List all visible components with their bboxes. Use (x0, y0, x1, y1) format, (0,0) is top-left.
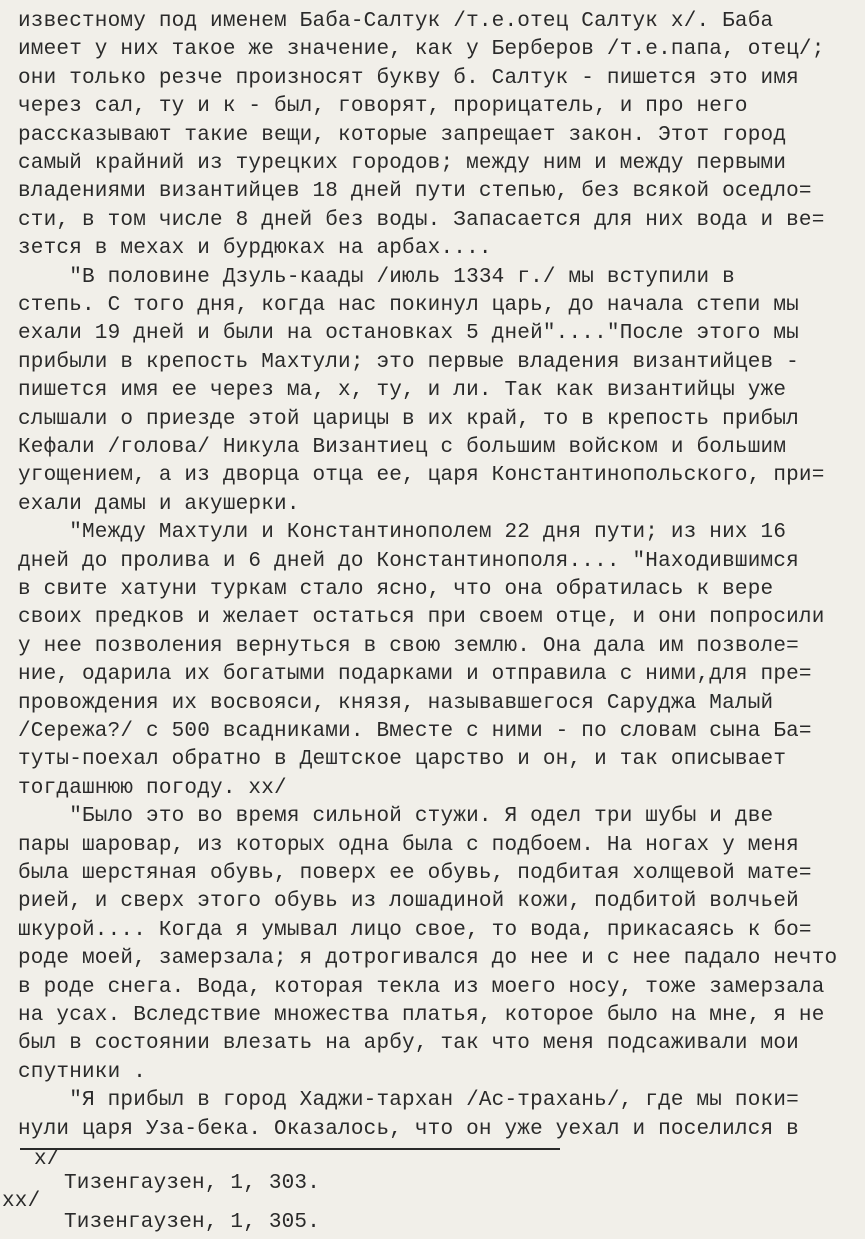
text-line: "В половине Дзуль-каады /июль 1334 г./ мы вступили в (18, 265, 735, 289)
footnote-text: Тизенгаузен, 1, 305. (64, 1211, 321, 1234)
text-line: зется в мехах и бурдюках на арбах.... (18, 237, 492, 261)
text-line: спутники . (18, 1060, 147, 1084)
text-line: пары шаровар, из которых одна была с подбоем. На ногах у меня (18, 833, 799, 857)
text-line: слышали о приезде этой царицы в их край, то в крепость прибыл (18, 407, 799, 431)
text-line: своих предков и желает остаться при своем отце, и они попросили (18, 606, 825, 630)
text-line: прибыли в крепость Махтули; это первые владения византийцев - (18, 350, 799, 374)
text-line: Кефали /голова/ Никула Византиец с большим войском и большим (18, 436, 787, 459)
footnote-mark: xx/ (2, 1190, 41, 1213)
text-line: в свите хатуни туркам стало ясно, что она обратилась к вере (18, 578, 774, 601)
text-line: угощением, а из дворца отца ее, царя Константинопольского, при= (18, 464, 825, 488)
footnote-divider (20, 1148, 560, 1150)
text-line: рассказывают такие вещи, которые запрещает закон. Этот город (18, 123, 787, 147)
footnote-mark: x/ (34, 1148, 60, 1171)
text-line: был в состоянии влезать на арбу, так что меня подсаживали мои (18, 1032, 799, 1056)
text-line: имеет у них такое же значение, как у Берберов /т.е.папа, отец/; (18, 38, 825, 62)
text-line: нули царя Уза-бека. Оказалось, что он уже уехал и поселился в (18, 1117, 799, 1141)
text-line: дней до пролива и 6 дней до Константинополя.... "Находившимся (18, 549, 799, 573)
text-line: "Было это во время сильной стужи. Я одел три шубы и две (18, 805, 774, 829)
text-line: была шерстяная обувь, поверх ее обувь, подбитая холщевой мате= (18, 862, 812, 885)
text-line: сти, в том числе 8 дней без воды. Запасается для них вода и ве= (18, 208, 825, 232)
text-line: степь. С того дня, когда нас покинул царь, до начала степи мы (18, 294, 799, 317)
text-line: владениями византийцев 18 дней пути степью, без всякой оседло= (18, 180, 812, 204)
text-line: роде моей, замерзала; я дотрогивался до нее и с нее падало нечто (18, 947, 838, 971)
text-line: "Между Махтули и Константинополем 22 дня пути; из них 16 (18, 521, 787, 545)
text-line: рией, и сверх этого обувь из лошадиной кожи, подбитой волчьей (18, 890, 799, 914)
text-line: в роде снега. Вода, которая текла из моего носу, тоже замерзала (18, 975, 825, 999)
text-line: /Сережа?/ с 500 всадниками. Вместе с ними - по словам сына Ба= (18, 720, 812, 743)
text-line: шкурой.... Когда я умывал лицо свое, то вода, прикасаясь к бо= (18, 918, 812, 942)
text-line: через сал, ту и к - был, говорят, прорицатель, и про него (18, 95, 748, 119)
text-line: ние, одарила их богатыми подарками и отправила с ними,для пре= (18, 663, 812, 687)
text-line: "Я прибыл в город Хаджи-тархан /Ас-трахань/, где мы поки= (18, 1089, 799, 1113)
text-line: на усах. Вследствие множества платья, которое было на мне, я не (18, 1004, 825, 1027)
text-line: тогдашнюю погоду. xx/ (18, 776, 287, 800)
text-line: пишется имя ее через ма, х, ту, и ли. Так как византийцы уже (18, 379, 787, 403)
text-line: известному под именем Баба-Салтук /т.е.отец Салтук x/. Баба (18, 10, 774, 33)
text-line: ехали 19 дней и были на остановках 5 дней"...."После этого мы (18, 322, 799, 346)
text-line: туты-поехал обратно в Дештское царство и он, и так описывает (18, 748, 787, 772)
footnote-text: Тизенгаузен, 1, 303. (64, 1172, 321, 1195)
text-line: у нее позволения вернуться в свою землю. Она дала им позволе= (18, 634, 799, 658)
text-line: провождения их восвояси, князя, называвшегося Саруджа Малый (18, 691, 774, 715)
text-line: они только резче произносят букву б. Салтук - пишется это имя (18, 66, 799, 90)
text-line: ехали дамы и акушерки. (18, 492, 300, 516)
text-line: самый крайний из турецких городов; между ним и между первыми (18, 152, 787, 175)
